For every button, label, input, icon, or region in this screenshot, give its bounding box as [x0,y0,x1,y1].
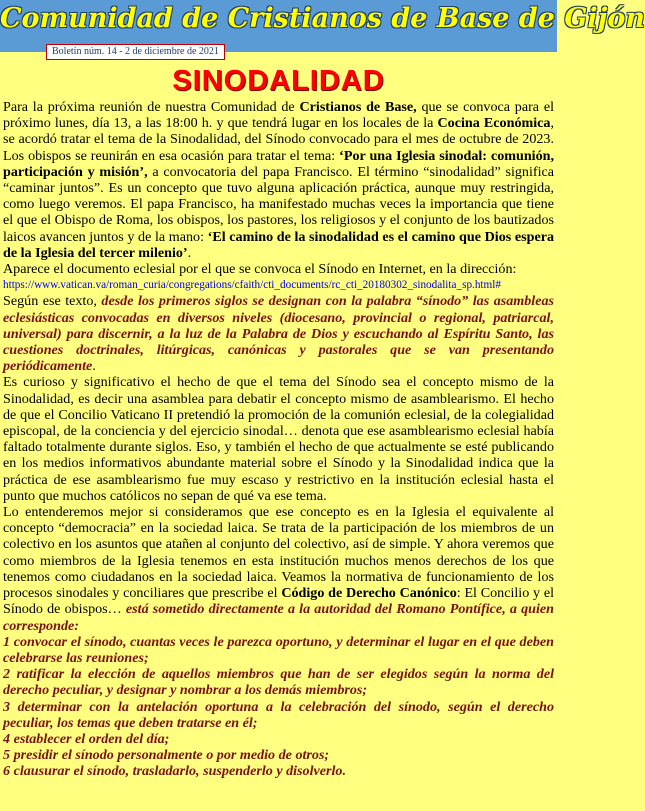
bulletin-date-label: Boletín núm. 14 - 2 de diciembre de 2021 [46,44,225,60]
paragraph-document: Aparece el documento eclesial por el que se convoca el Sínodo en Internet, en la dirección: [3,261,517,278]
text-span-bold: Cristianos de Base, [299,99,417,115]
text-span-bold: Código de Derecho Canónico [281,585,457,602]
text-span: : El Concilio y el Sínodo de obispos… [3,585,554,618]
canon-quote: está sometido directamente a la autoridad del Romano Pontífice, a quien corresponde: [3,601,554,634]
text-span: que se convoca para el próximo lunes, día 13, a las 18:00 h. y que tendrá lugar en los locales de la [3,99,554,132]
article-body [3,99,554,780]
pope-quote: ‘El camino de la sinodalidad es el camino que Dios espera de la Iglesia del tercer milenio’ [3,228,554,261]
paragraph-democracy [3,504,554,634]
text-span-bold: Cocina Económica [437,115,551,132]
vatican-document-link[interactable]: https://www.vatican.va/roman_curia/congregations/cfaith/cti_documents/rc_cti_20180302_sinodalita_sp.html# [3,279,501,292]
list-item: 2 ratificar la elección de aquellos miembros que han de ser elegidos según la norma del derecho peculiar, y designar y nombrar a los demás miembros; [3,666,554,699]
text-span: Según ese texto, [3,293,102,310]
text-span: a convocatoria del papa Francisco. El término “sinodalidad” significa “caminar juntos”. Es un concepto que tuvo alguna aplicación práctica, aunque muy restringida, como luego veremos. El papa Francisco, ha manifestado muchas veces la importancia que tiene el que el Obispo de Roma, los obispos, los pastores, los religiosos y el conjunto de los bautizados laicos avancen juntos y de la mano: [3,163,554,245]
text-span: , se acordó tratar el tema de la Sinodalidad, del Sínodo convocado para el mes de octubre de 2023. Los obispos se reunirán en esa ocasión para tratar el tema: [3,115,554,164]
definition-quote: desde los primeros siglos se designan con la palabra “sínodo” las asambleas eclesiásticas convocadas en diversos niveles (diocesano, provincial o regional, patriarcal, universal) para discernir, a la luz de la Palabra de Dios y escuchando al Espíritu Santo, las cuestiones doctrinales, litúrgicas, canónicas y pastorales que se van presentando periódicamente [3,293,554,375]
list-item: 6 clausurar el sínodo, trasladarlo, suspenderlo y disolverlo. [3,763,346,780]
article-title: SINODALIDAD [172,65,385,97]
paragraph-definition [3,293,554,374]
text-span: . [187,244,192,261]
text-span: Lo entenderemos mejor si consideramos que ese concepto es en la Iglesia el equivalente al concepto “democracia” en la sociedad laica. Se trata de la participación de los miembros de un colectivo en los asuntos que atañen al conjunto del colectivo, así de simple. Y ahora veremos que como miembros de la Iglesia tenemos en esta institución muchos menos derechos de los que tenemos como ciudadanos en la sociedad laica. Veamos la normativa de funcionamiento de los procesos sinodales y conciliares que prescribe el [3,504,554,602]
text-span: . [92,358,96,375]
paragraph-curious: Es curioso y significativo el hecho de que el tema del Sínodo sea el concepto mismo de la Sinodalidad, es decir una asamblea para debatir el concepto mismo de asamblearismo. El hecho de que el Concilio Vaticano II pretendió la promoción de la comunión eclesial, de la colegialidad episcopal, de la conciencia y del ejercicio sinodal… denota que ese asamblearismo eclesial había faltado totalmente durante siglos. Eso, y también el hecho de que actualmente se esté publicando en los medios informativos abundante material sobre el Sínodo y la Sinodalidad indica que la práctica de ese asamblearismo fue muy escaso y restrictivo en la institución eclesial hasta el punto que muchos católicos no sepan de qué va ese tema. [3,374,554,504]
list-item: 4 establecer el orden del día; [3,730,170,747]
list-item: 5 presidir el sínodo personalmente o por medio de otros; [3,747,330,764]
list-item: 3 determinar con la antelación oportuna a la celebración del sínodo, según el derecho peculiar, los temas que deben tratarse en él; [3,698,554,731]
text-span: Para la próxima reunión de nuestra Comunidad de [3,99,300,115]
list-item: 1 convocar el sínodo, cuantas veces le parezca oportuno, y determinar el lugar en el que deben celebrarse las reuniones; [3,633,554,666]
masthead-title: Comunidad de Cristianos de Base de Gijón [0,3,645,34]
synod-theme-quote: ‘Por una Iglesia sinodal: comunión, participación y misión’, [3,147,554,180]
paragraph-intro [3,99,554,261]
